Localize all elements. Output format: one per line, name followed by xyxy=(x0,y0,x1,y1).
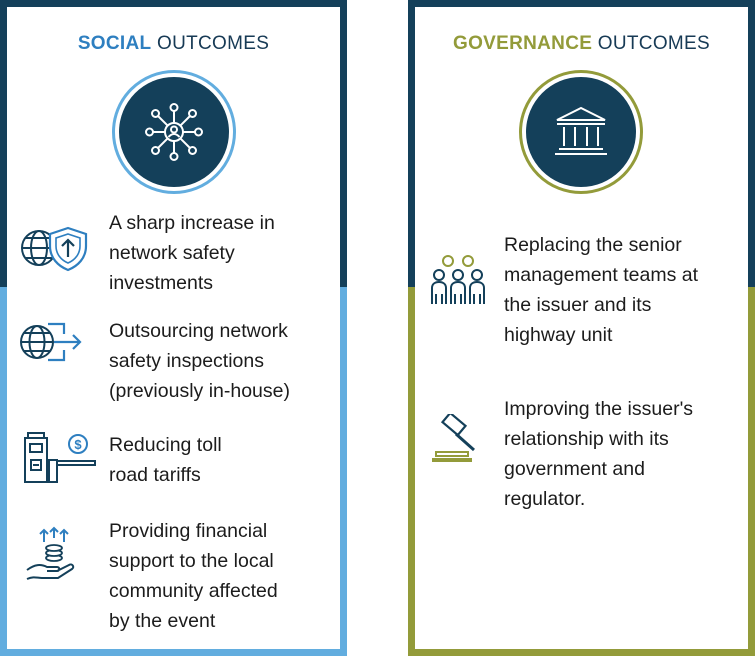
item-line: Replacing the senior xyxy=(504,234,682,256)
item-line: Reducing toll xyxy=(109,434,222,456)
toll-booth-dollar-icon xyxy=(22,430,98,484)
item-line: (previously in-house) xyxy=(109,380,290,402)
panel-border-top xyxy=(0,0,347,7)
panel-border-right-bottom xyxy=(340,287,347,656)
governance-heading xyxy=(408,33,755,55)
panel-border-right-bottom xyxy=(748,287,755,656)
social-outcomes-panel xyxy=(0,0,347,656)
governance-emblem xyxy=(519,70,643,194)
globe-arrow-out-icon xyxy=(18,320,84,364)
social-emblem xyxy=(112,70,236,194)
item-line: government and xyxy=(504,458,645,480)
globe-shield-icon xyxy=(18,224,90,274)
panel-border-left-bottom xyxy=(0,287,7,656)
item-line: relationship with its xyxy=(504,428,669,450)
panel-border-top xyxy=(408,0,755,7)
item-line: highway unit xyxy=(504,324,613,346)
item-line: by the event xyxy=(109,610,216,632)
item-line: management teams at xyxy=(504,264,699,286)
item-line: investments xyxy=(109,272,214,294)
team-people-icon xyxy=(430,254,486,310)
item-line: network safety xyxy=(109,242,235,264)
bank-building-icon xyxy=(551,102,611,162)
item-line: Outsourcing network xyxy=(109,320,288,342)
item-line: safety inspections xyxy=(109,350,265,372)
gavel-icon xyxy=(430,414,486,466)
item-line: regulator. xyxy=(504,488,586,510)
item-line: Providing financial xyxy=(109,520,268,542)
item-line: Improving the issuer's xyxy=(504,398,694,420)
governance-heading-accent: GOVERNANCE xyxy=(453,33,593,54)
panel-border-bottom xyxy=(408,649,755,656)
item-line: the issuer and its xyxy=(504,294,652,316)
governance-outcomes-panel xyxy=(408,0,755,656)
item-line: community affected xyxy=(109,580,278,602)
panel-border-left-bottom xyxy=(408,287,415,656)
network-people-icon xyxy=(142,100,206,164)
governance-heading-rest: OUTCOMES xyxy=(597,33,710,54)
item-line: road tariffs xyxy=(109,464,201,486)
social-heading-accent: SOCIAL xyxy=(77,33,152,54)
svg-text:$: $ xyxy=(74,437,82,452)
social-heading-rest: OUTCOMES xyxy=(157,33,270,54)
social-heading xyxy=(0,33,347,55)
panel-border-bottom xyxy=(0,649,347,656)
item-line: A sharp increase in xyxy=(109,212,275,234)
item-line: support to the local xyxy=(109,550,274,572)
hand-coins-icon xyxy=(24,526,80,580)
